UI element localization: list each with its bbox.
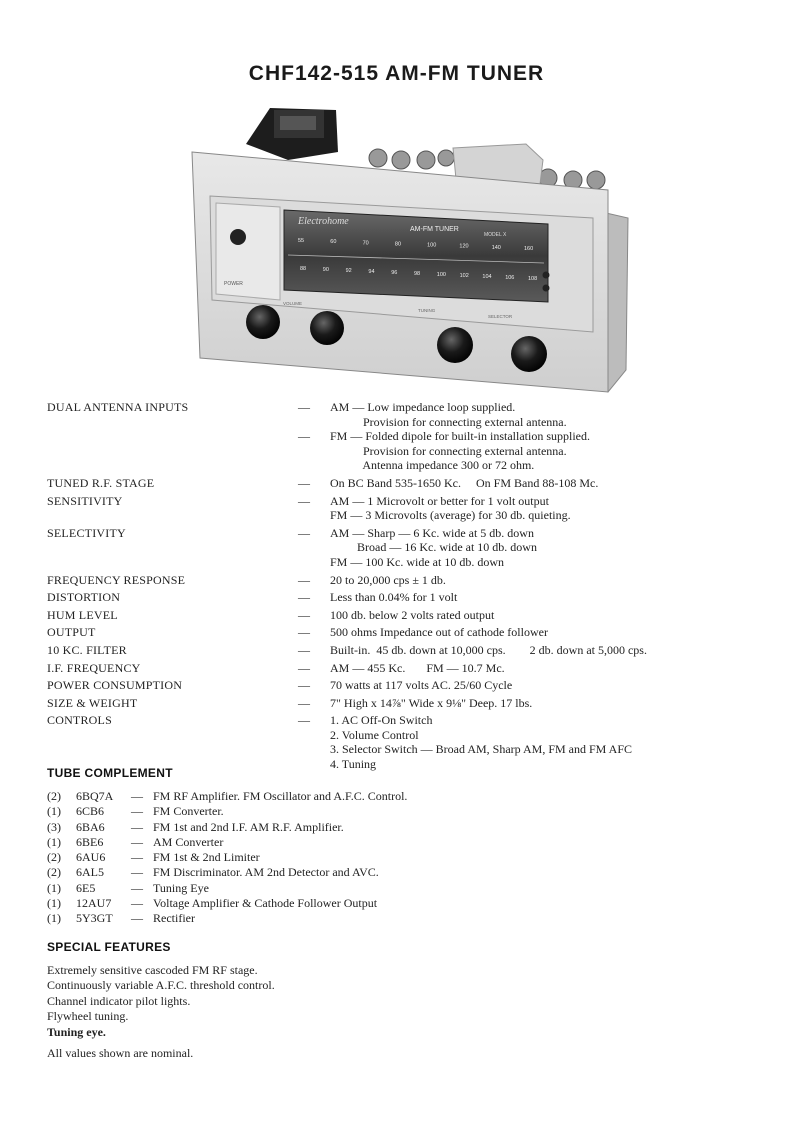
tube-desc: FM Discriminator. AM 2nd Detector and AVC. — [153, 865, 379, 880]
spec-row — [47, 400, 777, 473]
tube-desc: FM 1st & 2nd Limiter — [153, 850, 260, 865]
spec-value-line — [298, 713, 777, 728]
spec-row — [47, 661, 777, 676]
spec-value-line — [298, 573, 777, 588]
tube-type: 6CB6 — [76, 804, 105, 819]
tube-dash: — — [131, 880, 143, 895]
tube-qty: (3) — [47, 819, 61, 834]
power-pilot-icon — [230, 229, 246, 245]
spec-value: FM — 100 Kc. wide at 10 db. down — [330, 554, 504, 569]
dial-label: AM-FM TUNER — [410, 226, 459, 233]
spec-dash: — — [298, 572, 310, 587]
spec-values — [298, 476, 777, 491]
spec-dash: — — [298, 642, 310, 657]
tube-type: 6AU6 — [76, 850, 106, 865]
tube-row — [47, 881, 407, 896]
tube-complement-list — [47, 789, 407, 927]
spec-value-line — [298, 540, 777, 555]
spec-dash — [298, 508, 330, 523]
spec-value: AM — 455 Kc. FM — 10.7 Mc. — [330, 660, 505, 675]
spec-dash: — — [298, 695, 310, 710]
special-features-heading: SPECIAL FEATURES — [47, 940, 171, 954]
tube-type: 6AL5 — [76, 865, 104, 880]
spec-row — [47, 713, 777, 771]
tube-type: 12AU7 — [76, 896, 112, 911]
spec-value: On BC Band 535-1650 Kc. On FM Band 88-108 Mc. — [330, 475, 599, 490]
spec-value: 1. AC Off-On Switch — [330, 713, 433, 728]
spec-dash: — — [298, 493, 310, 508]
tube-dash: — — [131, 865, 143, 880]
spec-value-line — [298, 555, 777, 570]
spec-dash: — — [298, 400, 310, 414]
spec-value-line — [298, 590, 777, 605]
tube-desc: FM Converter. — [153, 804, 224, 819]
spec-value: FM — Folded dipole for built-in installation supplied. — [330, 429, 590, 444]
spec-label: SELECTIVITY — [47, 525, 126, 540]
spec-dash: — — [298, 713, 310, 728]
footnote: All values shown are nominal. — [47, 1046, 194, 1060]
spec-dash — [298, 742, 330, 757]
tube-desc: Tuning Eye — [153, 880, 209, 895]
power-knob — [310, 311, 344, 345]
spec-value: Built-in. 45 db. down at 10,000 cps. 2 db. down at 5,000 cps. — [330, 642, 647, 657]
tube-qty: (2) — [47, 865, 61, 880]
spec-label: TUNED R.F. STAGE — [47, 475, 155, 490]
dial-scale-number: 60 — [330, 239, 337, 246]
spec-value-line — [298, 643, 777, 658]
dial-scale-number: 80 — [394, 241, 402, 248]
spec-values — [298, 608, 777, 623]
spec-value: 100 db. below 2 volts rated output — [330, 607, 495, 622]
tube-desc: AM Converter — [153, 834, 224, 849]
page-title: CHF142-515 AM-FM TUNER — [248, 62, 545, 85]
tube-type: 6BE6 — [76, 834, 104, 849]
spec-label: DUAL ANTENNA INPUTS — [47, 400, 189, 414]
spec-row — [47, 573, 777, 588]
spec-value-line — [298, 526, 777, 541]
volume-knob — [246, 305, 280, 339]
spec-values — [298, 625, 777, 640]
tube-type: 5Y3GT — [76, 911, 113, 926]
spec-value-line — [298, 458, 777, 473]
tube-dash: — — [131, 789, 143, 803]
spec-row — [47, 590, 777, 605]
spec-value: Broad — 16 Kc. wide at 10 db. down — [330, 540, 537, 555]
spec-value-line — [298, 742, 777, 757]
transformer — [246, 108, 338, 160]
tube-qty: (2) — [47, 789, 61, 803]
feature-item: Extremely sensitive cascoded FM RF stage. — [47, 963, 258, 977]
specifications-list — [47, 400, 777, 775]
special-features-list — [47, 963, 275, 1040]
tube-row — [47, 804, 407, 819]
spec-values — [298, 643, 777, 658]
spec-value-line — [298, 494, 777, 509]
tube-type: 6BQ7A — [76, 789, 114, 803]
spec-label: SIZE & WEIGHT — [47, 695, 138, 710]
tube-dash: — — [131, 819, 143, 834]
dial-scale-number: 108 — [528, 276, 538, 282]
spec-dash — [298, 415, 330, 430]
dial-scale-number: 120 — [459, 243, 469, 250]
spec-label: I.F. FREQUENCY — [47, 660, 141, 675]
tube-qty: (1) — [47, 880, 61, 895]
spec-label: DISTORTION — [47, 590, 121, 605]
spec-dash: — — [298, 429, 310, 444]
dial-scale-number: 100 — [436, 272, 446, 278]
spec-value-line — [298, 661, 777, 676]
spec-dash: — — [298, 525, 310, 540]
tube-desc: Rectifier — [153, 911, 195, 926]
channel-pilot-light-icon — [543, 285, 550, 292]
tube-qty: (1) — [47, 834, 61, 849]
feature-item: Flywheel tuning. — [47, 1009, 129, 1024]
spec-value: Provision for connecting external antenna. — [330, 443, 567, 458]
tube-row — [47, 896, 407, 911]
spec-label: OUTPUT — [47, 625, 96, 640]
spec-row — [47, 494, 777, 523]
tube-type: 6E5 — [76, 880, 96, 895]
dial-scale-number: 90 — [322, 267, 329, 273]
spec-label: POWER CONSUMPTION — [47, 678, 183, 693]
knob-label: SELECTOR — [488, 314, 513, 319]
dial-model: MODEL X — [484, 232, 507, 238]
spec-label: FREQUENCY RESPONSE — [47, 572, 186, 587]
spec-value: Provision for connecting external antenna. — [330, 414, 567, 429]
tuning-knob — [437, 327, 473, 363]
tube-row — [47, 820, 407, 835]
tube-dash: — — [131, 850, 143, 865]
spec-value-line — [298, 678, 777, 693]
spec-values — [298, 661, 777, 676]
left-panel-label: POWER — [224, 281, 243, 287]
tube-complement-heading: TUBE COMPLEMENT — [47, 766, 173, 780]
channel-pilot-light-icon — [543, 272, 550, 279]
tuner-photo — [188, 100, 633, 395]
spec-value-line — [298, 608, 777, 623]
dial-scale-number: 106 — [505, 275, 515, 281]
spec-row — [47, 476, 777, 491]
spec-dash: — — [298, 607, 310, 622]
tube-dash: — — [131, 804, 143, 819]
dial-scale-number: 102 — [459, 273, 469, 279]
spec-value: 7" High x 14⅞" Wide x 9⅛" Deep. 17 lbs. — [330, 695, 533, 710]
spec-value-line — [298, 415, 777, 430]
tube-qty: (1) — [47, 804, 61, 819]
spec-dash — [298, 458, 330, 473]
spec-value: FM — 3 Microvolts (average) for 30 db. quieting. — [330, 508, 571, 523]
spec-label: 10 KC. FILTER — [47, 642, 127, 657]
spec-label: HUM LEVEL — [47, 607, 118, 622]
spec-value: AM — Low impedance loop supplied. — [330, 400, 516, 414]
spec-dash — [298, 728, 330, 743]
spec-value: 4. Tuning — [330, 757, 377, 772]
spec-values — [298, 573, 777, 588]
spec-values — [298, 696, 777, 711]
spec-value-line — [298, 625, 777, 640]
spec-values — [298, 590, 777, 605]
spec-dash — [298, 757, 330, 772]
selector-knob — [511, 336, 547, 372]
spec-label: CONTROLS — [47, 713, 112, 728]
tube-qty: (1) — [47, 896, 61, 911]
spec-value: 70 watts at 117 volts AC. 25/60 Cycle — [330, 678, 513, 693]
spec-values — [298, 526, 777, 570]
tube-type: 6BA6 — [76, 819, 105, 834]
spec-value: 3. Selector Switch — Broad AM, Sharp AM, FM and FM AFC — [330, 742, 633, 757]
spec-dash — [298, 555, 330, 570]
spec-values — [298, 494, 777, 523]
tube-row — [47, 911, 407, 926]
dial-scale-number: 92 — [345, 268, 352, 274]
dial-scale-number: 70 — [362, 240, 369, 247]
spec-dash: — — [298, 678, 310, 693]
spec-row — [47, 696, 777, 711]
tube-row — [47, 850, 407, 865]
spec-dash: — — [298, 625, 310, 640]
knob-label: VOLUME — [283, 301, 303, 306]
dial-scale-number: 96 — [391, 270, 398, 276]
spec-row — [47, 625, 777, 640]
spec-value: AM — Sharp — 6 Kc. wide at 5 db. down — [330, 525, 534, 540]
spec-row — [47, 678, 777, 693]
spec-values — [298, 400, 777, 473]
dial-scale-number: 94 — [368, 269, 375, 275]
tube-row — [47, 789, 407, 804]
dial-scale-number: 160 — [524, 246, 534, 252]
spec-dash — [298, 444, 330, 459]
feature-item: Continuously variable A.F.C. threshold control. — [47, 978, 275, 993]
tube-dash: — — [131, 911, 143, 926]
spec-dash: — — [298, 590, 310, 605]
spec-row — [47, 643, 777, 658]
feature-item: Channel indicator pilot lights. — [47, 993, 191, 1008]
knob-label: TUNING — [418, 308, 436, 313]
spec-dash — [298, 540, 330, 555]
dial-scale-number: 104 — [482, 274, 492, 280]
spec-value-line — [298, 757, 777, 772]
spec-value: Antenna impedance 300 or 72 ohm. — [330, 458, 535, 473]
spec-label: SENSITIVITY — [47, 493, 123, 508]
dial-scale-number: 88 — [300, 266, 307, 272]
spec-row — [47, 608, 777, 623]
dial-brand: Electrohome — [298, 216, 349, 227]
spec-value-line — [298, 508, 777, 523]
tube-desc: Voltage Amplifier & Cathode Follower Output — [153, 896, 378, 911]
spec-value-line — [298, 400, 777, 415]
spec-value-line — [298, 444, 777, 459]
tube-qty: (1) — [47, 911, 61, 926]
spec-dash: — — [298, 660, 310, 675]
spec-value-line — [298, 696, 777, 711]
spec-value: 20 to 20,000 cps ± 1 db. — [330, 572, 446, 587]
tube-qty: (2) — [47, 850, 61, 865]
spec-value: 2. Volume Control — [330, 727, 419, 742]
tube-desc: FM 1st and 2nd I.F. AM R.F. Amplifier. — [153, 819, 344, 834]
tube-dash: — — [131, 896, 143, 911]
spec-value-line — [298, 728, 777, 743]
dial-scale-number: 98 — [414, 271, 421, 277]
dial-scale-number: 140 — [491, 244, 501, 251]
tube-dash: — — [131, 834, 143, 849]
spec-value-line — [298, 476, 777, 491]
spec-value: AM — 1 Microvolt or better for 1 volt output — [330, 493, 549, 508]
tube-row — [47, 835, 407, 850]
dial-scale-number: 100 — [427, 242, 437, 249]
spec-value: 500 ohms Impedance out of cathode follower — [330, 625, 548, 640]
spec-values — [298, 713, 777, 771]
spec-row — [47, 526, 777, 570]
tube-row — [47, 865, 407, 880]
spec-value-line — [298, 429, 777, 444]
tube-desc: FM RF Amplifier. FM Oscillator and A.F.C. Control. — [153, 789, 408, 803]
spec-dash: — — [298, 475, 310, 490]
spec-value: Less than 0.04% for 1 volt — [330, 590, 458, 605]
feature-item: Tuning eye. — [47, 1024, 106, 1039]
spec-values — [298, 678, 777, 693]
dial-scale-number: 55 — [298, 238, 305, 244]
